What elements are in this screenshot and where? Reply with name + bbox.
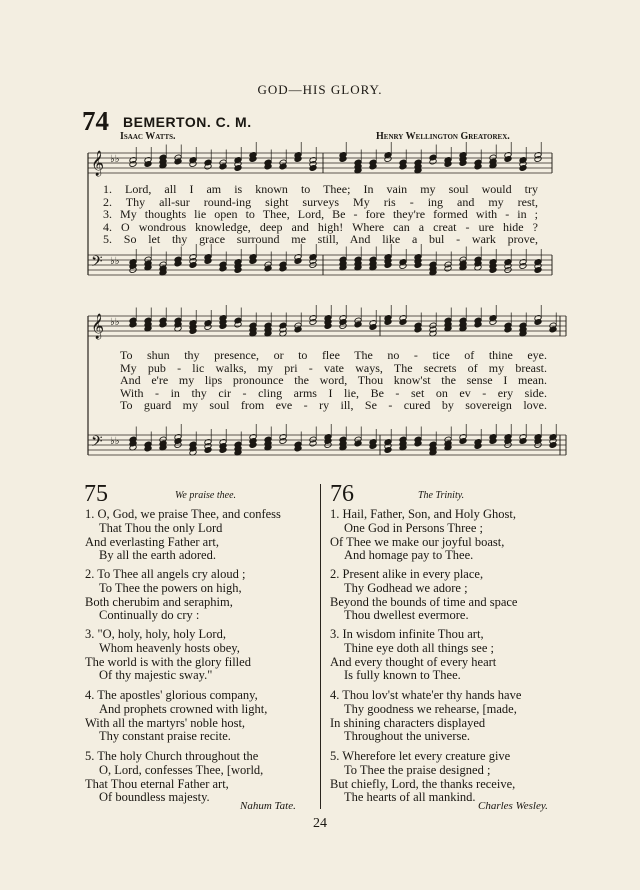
stanza-line: 2. Present alike in every place,	[330, 567, 484, 581]
stanza-line: In shining characters displayed	[330, 715, 486, 730]
hymn-76-attribution: Charles Wesley.	[478, 800, 548, 812]
svg-text:𝄢: 𝄢	[91, 253, 103, 274]
system-2-treble-staff	[88, 305, 566, 339]
stanza-line: Of boundless majesty.	[99, 790, 210, 805]
svg-text:♭♭: ♭♭	[110, 256, 120, 267]
lyric-line: To guard my soul from eve - ry ill, Se - cured by sovereign love.	[120, 398, 547, 412]
stanza-line: That Thou eternal Father art,	[85, 776, 229, 791]
stanza-line: Thy constant praise recite.	[99, 729, 231, 744]
stanza-line: Both cherubim and seraphim,	[85, 594, 233, 609]
hymn-75-stanza-4	[85, 689, 267, 744]
hymn-75-title: We praise thee.	[175, 490, 237, 501]
hymn-76-stanza-4	[330, 689, 521, 744]
hymn-74-number: 74	[82, 106, 109, 136]
lyric-line: 2. Thy all-sur round-ing sight surveys My ris - ing and my rest,	[103, 194, 538, 209]
svg-text:♭♭: ♭♭	[110, 436, 120, 447]
stanza-line: 5. The holy Church throughout the	[85, 749, 259, 763]
stanza-line: But chiefly, Lord, the thanks receive,	[330, 776, 516, 791]
lyric-line: To shun thy presence, or to flee The no - tice of thine eye.	[120, 348, 547, 362]
stanza-line: 4. The apostles' glorious company,	[85, 688, 258, 702]
stanza-line: 3. In wisdom infinite Thou art,	[330, 627, 484, 641]
lyric-line: And e're my lips pronounce the word, Thou know'st the sense I mean.	[120, 373, 547, 387]
hymn-75-stanza-3	[85, 628, 251, 683]
stanza-line: The world is with the glory filled	[85, 654, 251, 669]
hymn-76-stanza-2	[330, 568, 517, 623]
running-head: GOD—HIS GLORY.	[257, 82, 383, 97]
stanza-line: That Thou the only Lord	[99, 520, 223, 535]
lyric-line: 3. My thoughts lie open to Thee, Lord, Be - fore they're formed with - in ;	[103, 207, 538, 221]
hymn-76-stanza-1	[330, 508, 516, 563]
svg-text:𝄞: 𝄞	[91, 314, 105, 339]
hymn-76-number: 76	[330, 481, 354, 507]
stanza-line: By all the earth adored.	[99, 548, 216, 563]
lyric-line: My pub - lic walks, my pri - vate ways, The secrets of my breast.	[120, 360, 547, 375]
stanza-line: 3. "O, holy, holy, holy Lord,	[85, 627, 226, 641]
hymn-76-stanza-5	[330, 750, 515, 805]
stanza-line: Thine eye doth all things see ;	[344, 640, 494, 655]
system-1-lyrics	[103, 183, 538, 246]
stanza-line: Of thy majestic sway."	[99, 668, 213, 683]
stanza-line: And homage pay to Thee.	[344, 548, 474, 563]
stanza-line: One God in Persons Three ;	[344, 520, 483, 535]
stanza-line: Beyond the bounds of time and space	[330, 594, 518, 609]
stanza-line: Thou dwellest evermore.	[344, 608, 469, 623]
stanza-line: Is fully known to Thee.	[344, 668, 461, 683]
system-1-bass-staff	[88, 244, 552, 276]
stanza-line: With all the martyrs' noble host,	[85, 715, 246, 730]
hymn-75-attribution: Nahum Tate.	[240, 800, 296, 812]
column-divider	[320, 484, 321, 809]
hymn-75-stanza-2	[85, 568, 245, 623]
hymn-76-stanza-3	[330, 628, 496, 683]
stanza-line: 1. Hail, Father, Son, and Holy Ghost,	[330, 507, 516, 521]
stanza-line: To Thee the powers on high,	[99, 580, 242, 595]
svg-text:♭♭: ♭♭	[110, 154, 120, 165]
system-2-bass-staff	[88, 424, 566, 456]
hymn-74-author: Isaac Watts.	[120, 131, 176, 142]
stanza-line: Continually do cry :	[99, 608, 200, 623]
stanza-line: And everlasting Father art,	[85, 534, 219, 549]
stanza-line: 1. O, God, we praise Thee, and confess	[85, 507, 281, 521]
hymn-74-composer: Henry Wellington Greatorex.	[376, 131, 510, 142]
stanza-line: Throughout the universe.	[344, 729, 471, 744]
lyric-line: 4. O wondrous knowledge, deep and high! Where can a creat - ure hide ?	[103, 219, 538, 234]
system-2-lyrics	[120, 349, 547, 412]
hymn-74-tune-title: BEMERTON. C. M.	[123, 114, 252, 130]
hymn-75-stanza-5	[85, 750, 263, 805]
stanza-line: The hearts of all mankind.	[344, 790, 476, 805]
stanza-line: O, Lord, confesses Thee, [world,	[99, 762, 264, 777]
hymn-75-stanza-1	[85, 508, 281, 563]
stanza-line: To Thee the praise designed ;	[344, 762, 491, 777]
svg-text:𝄞: 𝄞	[91, 151, 105, 176]
hymn-75-number: 75	[84, 481, 108, 507]
stanza-line: Thy goodness we rehearse, [made,	[344, 701, 517, 716]
stanza-line: And prophets crowned with light,	[99, 701, 268, 716]
stanza-line: Whom heavenly hosts obey,	[99, 640, 240, 655]
lyric-line: With - in thy cir - cling arms I lie, Be - set on ev - ery side.	[120, 385, 547, 400]
stanza-line: 5. Wherefore let every creature give	[330, 749, 511, 763]
lyric-line: 1. Lord, all I am is known to Thee; In vain my soul would try	[103, 182, 538, 196]
stanza-line: And every thought of every heart	[330, 654, 497, 669]
svg-text:♭♭: ♭♭	[110, 317, 120, 328]
stanza-line: Thy Godhead we adore ;	[344, 580, 468, 595]
stanza-line: Of Thee we make our joyful boast,	[330, 534, 505, 549]
hymn-76-title: The Trinity.	[418, 490, 465, 501]
svg-text:𝄢: 𝄢	[91, 433, 103, 454]
page-number: 24	[313, 816, 327, 831]
stanza-line: 4. Thou lov'st whate'er thy hands have	[330, 688, 522, 702]
stanza-line: 2. To Thee all angels cry aloud ;	[85, 567, 246, 581]
lyric-line: 5. So let thy grace surround me still, And like a bul - wark prove,	[103, 232, 538, 246]
